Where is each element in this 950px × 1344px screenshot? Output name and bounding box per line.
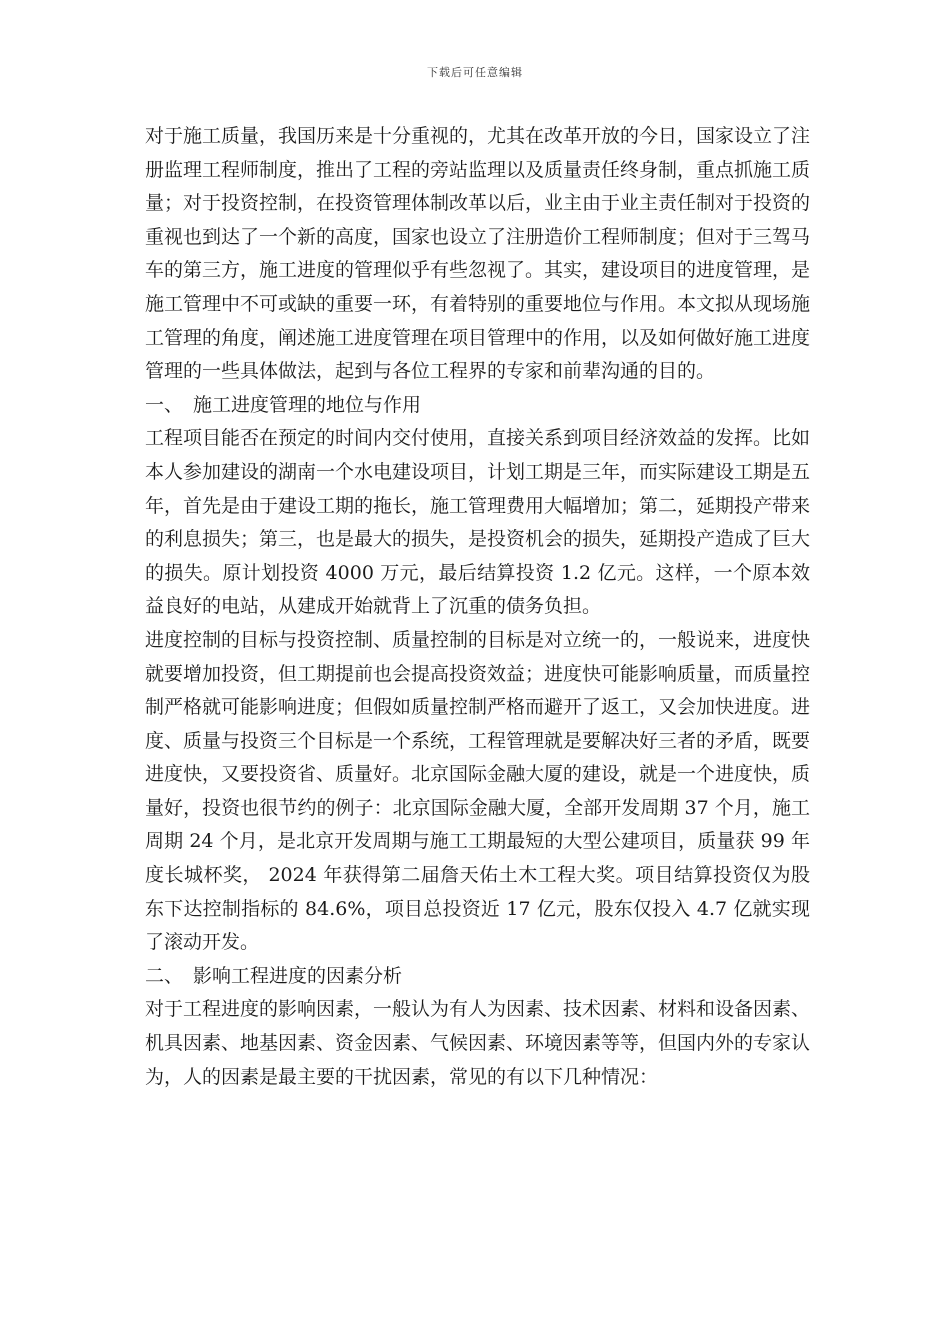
body-paragraph-control-targets: 进度控制的目标与投资控制、质量控制的目标是对立统一的，一般说来，进度快就要增加投资，但工期提前也会提高投资效益；进度快可能影响质量，而质量控制严格就可能影响进度；但假如质量控制严格而避开了返工，又会加快进度。进度、质量与投资三个目标是一个系统，工程管理就是要解决好三者的矛盾，既要进度快，又要投资省、质量好。北京国际金融大厦的建设，就是一个进度快，质量好，投资也很节约的例子：北京国际金融大厦，全部开发周期 37 个月，施工周期 24 个月，是北京开发周期与施工工期最短的大型公建项目，质量获 99 年度长城杯奖， 2024 年获得第二届詹天佑土木工程大奖。项目结算投资仅为股东下达控制指标的 84.6%，项目总投资近 17 亿元，股东仅投入 4.7 亿就实现了滚动开发。 xyxy=(145,628,811,954)
section-heading-1 xyxy=(145,389,810,423)
section-number: 一、 xyxy=(145,393,184,416)
intro-paragraph: 对于施工质量，我国历来是十分重视的，尤其在改革开放的今日，国家设立了注册监理工程师制度，推出了工程的旁站监理以及质量责任终身制，重点抓施工质量；对于投资控制，在投资管理体制改革以后，业主由于业主责任制对于投资的重视也到达了一个新的高度，国家也设立了注册造价工程师制度；但对于三驾马车的第三方，施工进度的管理似乎有些忽视了。其实，建设项目的进度管理，是施工管理中不可或缺的重要一环，有着特别的重要地位与作用。本文拟从现场施工管理的角度，阐述施工进度管理在项目管理中的作用，以及如何做好施工进度管理的一些具体做法，起到与各位工程界的专家和前辈沟通的目的。 xyxy=(145,125,811,383)
section-heading-2 xyxy=(145,960,810,994)
section-title: 施工进度管理的地位与作用 xyxy=(193,393,422,416)
document-body xyxy=(145,120,810,1094)
body-paragraph-factors: 对于工程进度的影响因素，一般认为有人为因素、技术因素、材料和设备因素、机具因素、地基因素、资金因素、气候因素、环境因素等等，但国内外的专家认为，人的因素是最主要的干扰因素，常见的有以下几种情况： xyxy=(145,998,811,1088)
page-header-note: 下载后可任意编辑 xyxy=(427,66,523,79)
section-title: 影响工程进度的因素分析 xyxy=(193,964,403,987)
section-number: 二、 xyxy=(145,964,184,987)
body-paragraph-progress-role: 工程项目能否在预定的时间内交付使用，直接关系到项目经济效益的发挥。比如本人参加建设的湖南一个水电建设项目，计划工期是三年，而实际建设工期是五年，首先是由于建设工期的拖长，施工管理费用大幅增加；第二，延期投产带来的利息损失；第三，也是最大的损失，是投资机会的损失，延期投产造成了巨大的损失。原计划投资 4000 万元，最后结算投资 1.2 亿元。这样，一个原本效益良好的电站，从建成开始就背上了沉重的债务负担。 xyxy=(145,427,811,618)
